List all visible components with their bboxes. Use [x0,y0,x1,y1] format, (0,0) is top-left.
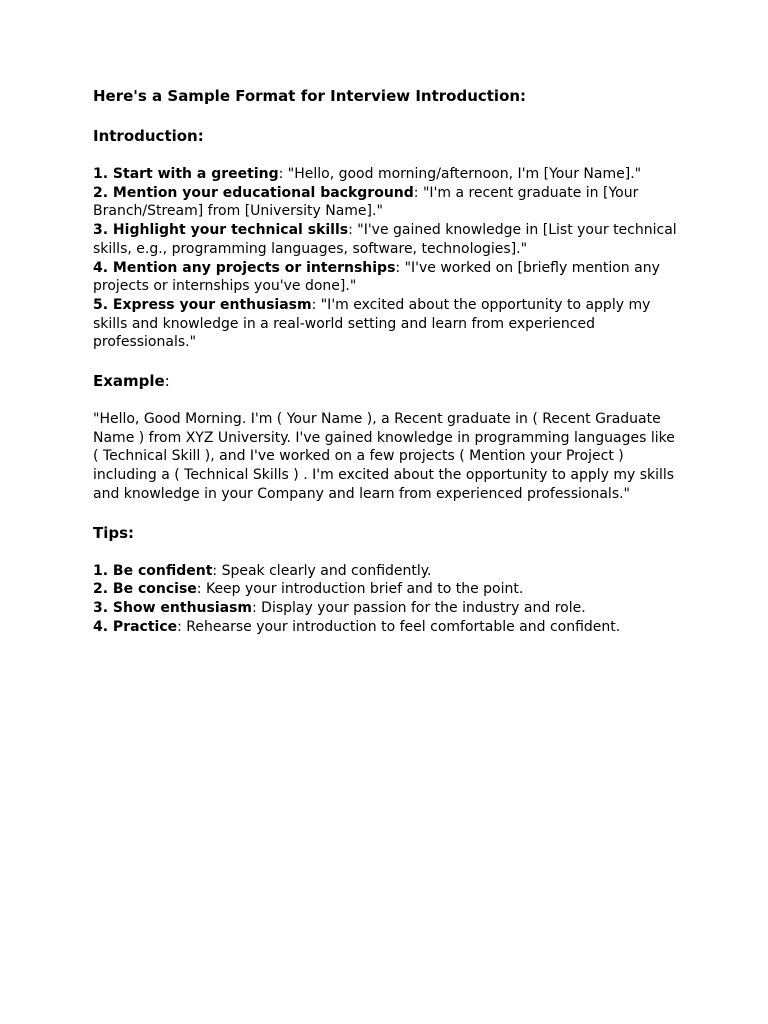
intro-step-label: 3. Highlight your technical skills [93,222,349,239]
intro-step-2 [93,184,683,221]
tip-text: : Speak clearly and confidently. [212,562,432,579]
tip-label: 2. Be concise [93,581,197,598]
tip-1 [93,562,683,581]
example-heading [93,371,683,391]
tip-label: 3. Show enthusiasm [93,599,252,616]
document-page [93,86,683,636]
intro-step-text: : "I'm excited about the opportunity to apply my skills and knowledge in a real-world setting and learn from experienced professionals." [93,296,651,351]
intro-step-3 [93,221,683,258]
intro-step-1 [93,165,683,184]
tip-3 [93,599,683,618]
intro-step-text: : "Hello, good morning/afternoon, I'm [Your Name]." [278,166,642,182]
intro-step-label: 1. Start with a greeting [93,166,279,182]
intro-step-5 [93,296,683,352]
example-paragraph: "Hello, Good Morning. I'm ( Your Name ), a Recent graduate in ( Recent Graduate Name ) from XYZ University. I've gained knowledge in programming languages like ( Technical Skill ), and I've worked on a few projects ( Mention your Project ) including a ( Technical Skills ) . I'm excited about the opportunity to apply my skills and knowledge in your Company and learn from experienced professionals." [93,411,675,502]
tip-4 [93,618,683,637]
intro-step-text: : "I've gained knowledge in [List your technical skills, e.g., programming languages, software, technologies]." [93,222,677,257]
tip-label: 4. Practice [93,618,178,635]
tips-heading: Tips: [93,523,135,542]
intro-step-label: 5. Express your enthusiasm [93,296,312,313]
example-label: Example [93,372,165,391]
intro-step-text: : "I've worked on [briefly mention any projects or internships you've done]." [93,259,660,295]
tip-text: : Display your passion for the industry and role. [252,599,586,616]
intro-step-label: 2. Mention your educational background [93,184,414,201]
intro-step-text: : "I'm a recent graduate in [Your Branch/Stream] from [University Name]." [93,184,639,220]
document-title: Here's a Sample Format for Interview Introduction: [93,87,527,105]
tips-list [93,562,683,637]
tip-label: 1. Be confident [93,562,213,579]
intro-step-4 [93,259,683,296]
tip-text: : Keep your introduction brief and to the point. [196,581,524,598]
tip-2 [93,580,683,599]
introduction-heading: Introduction: [93,127,204,145]
intro-step-label: 4. Mention any projects or internships [93,259,396,276]
example-colon: : [164,372,170,391]
tip-text: : Rehearse your introduction to feel comfortable and confident. [177,618,621,635]
intro-steps-list [93,165,683,352]
